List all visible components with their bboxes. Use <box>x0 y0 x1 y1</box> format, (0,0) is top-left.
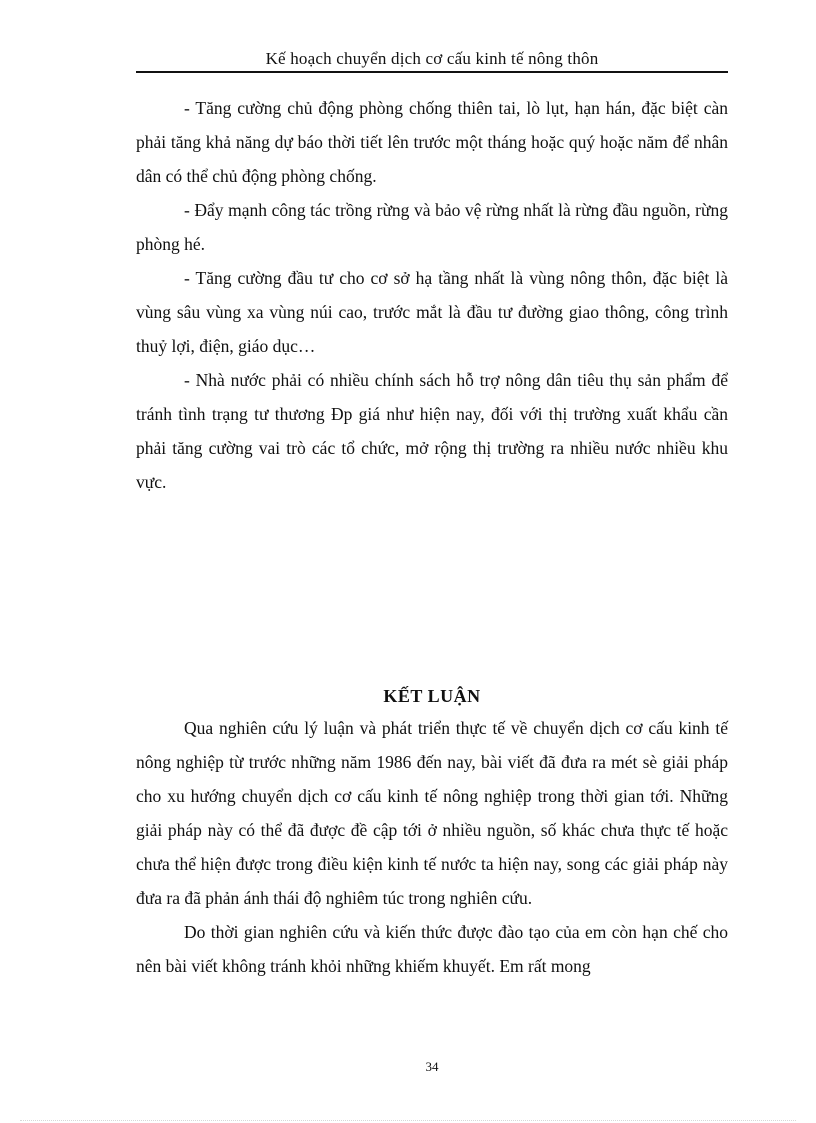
paragraph-infrastructure: - Tăng cường đầu tư cho cơ sở hạ tầng nhất là vùng nông thôn, đặc biệt là vùng sâu vùng xa vùng núi cao, trước mắt là đầu tư đường giao thông, công trình thuỷ lợi, điện, giáo dục… <box>136 268 728 356</box>
page-number: 34 <box>425 1059 439 1074</box>
paragraph-state-policy: - Nhà nước phải có nhiều chính sách hỗ trợ nông dân tiêu thụ sản phẩm để tránh tình trạng tư thương Đp giá như hiện nay, đối với thị trường xuất khẩu cần phải tăng cường vai trò các tổ chức, mở rộng thị trường ra nhiều nước nhiều khu vực. <box>136 370 728 492</box>
running-header: Kế hoạch chuyển dịch cơ cấu kinh tế nông thôn <box>265 49 599 68</box>
paragraph-disaster-prevention: - Tăng cường chủ động phòng chống thiên tai, lò lụt, hạn hán, đặc biệt càn phải tăng khả năng dự báo thời tiết lên trước một tháng hoặc quý hoặc năm để nhân dân có thể chủ động phòng chống. <box>136 98 728 186</box>
page-bottom-border <box>20 1120 796 1121</box>
paragraph-conclusion-limitations: Do thời gian nghiên cứu và kiến thức được đào tạo của em còn hạn chế cho nên bài viết không tránh khỏi những khiếm khuyết. Em rất mong <box>136 922 728 976</box>
paragraph-conclusion-summary: Qua nghiên cứu lý luận và phát triển thực tế về chuyển dịch cơ cấu kinh tế nông nghiệp từ trước những năm 1986 đến nay, bài viết đã đưa ra mét sè giải pháp cho xu hướng chuyển dịch cơ cấu kinh tế nông nghiệp trong thời gian tới. Những giải pháp này có thể đã được đề cập tới ở nhiều nguồn, số khác chưa thực tế hoặc chưa thể hiện được trong điều kiện kinh tế nước ta hiện nay, song các giải pháp này đưa ra đã phản ánh thái độ nghiêm túc trong nghiên cứu. <box>136 718 728 908</box>
body-section-conclusion <box>136 711 728 983</box>
body-section-recommendations <box>136 91 728 499</box>
paragraph-reforestation: - Đẩy mạnh công tác trồng rừng và bảo vệ rừng nhất là rừng đầu nguồn, rừng phòng hé. <box>136 200 728 254</box>
conclusion-heading: KẾT LUẬN <box>383 686 481 706</box>
header-divider <box>136 71 728 73</box>
